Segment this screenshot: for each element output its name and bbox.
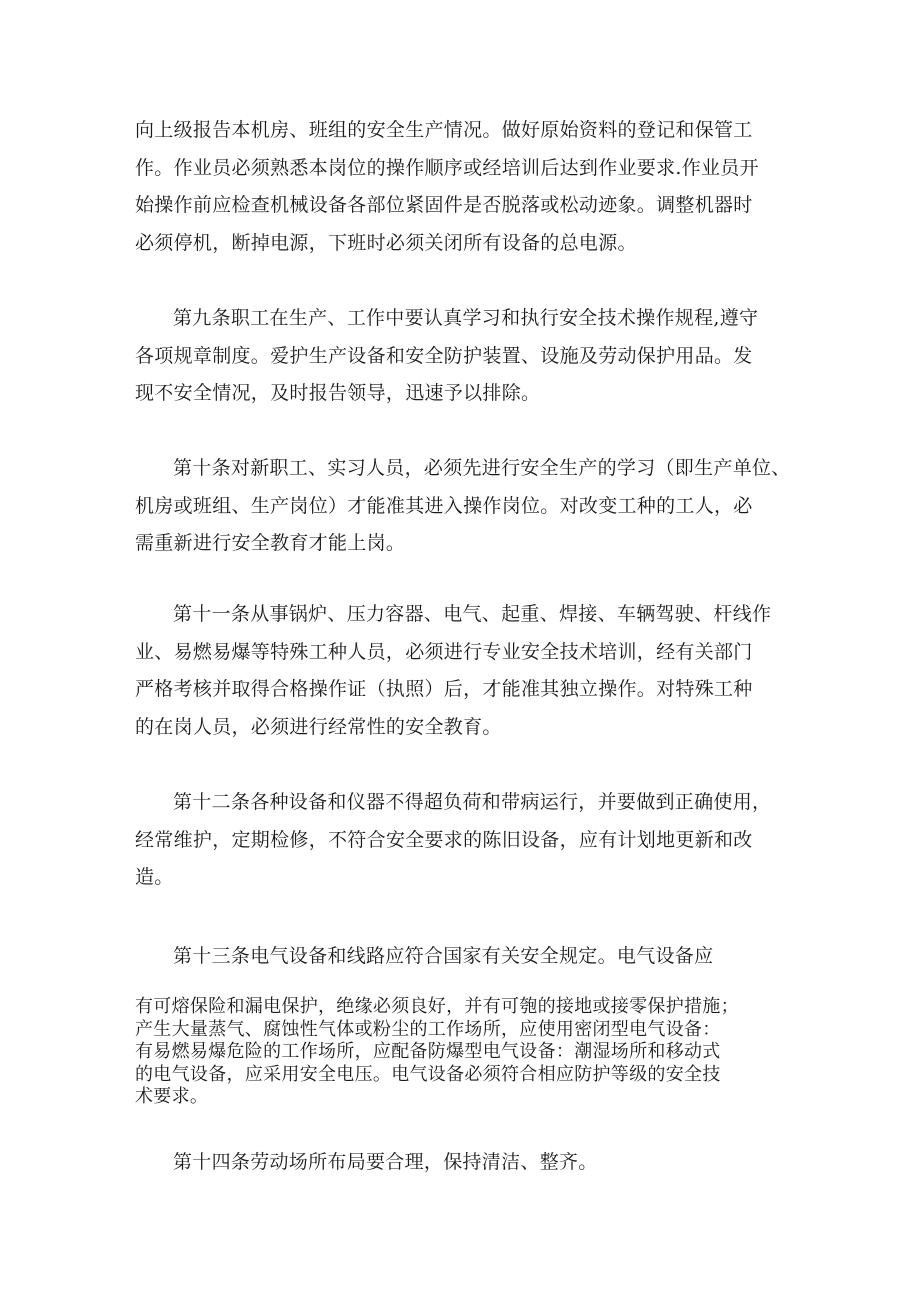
paragraph-article-11 — [135, 596, 795, 746]
text-line: 第十条对新职工、实习人员，必须先进行安全生产的学习（即生产单位、 — [173, 457, 791, 479]
paragraph-article-13 — [135, 938, 795, 976]
paragraph-article-12 — [135, 784, 795, 897]
text-line: 始操作前应检查机械设备各部位紧固件是否脱落或松动迹象。调整机器时 — [135, 194, 753, 216]
paragraph-article-9 — [135, 300, 795, 413]
text-line: 第十一条从事锅炉、压力容器、电气、起重、焊接、车辆驾驶、杆线作 — [173, 603, 772, 625]
text-line: 现不安全情况，及时报告领导，迅速予以排除。 — [135, 382, 541, 404]
text-line: 作。作业员必须熟悉本岗位的操作顺序或经培训后达到作业要求.作业员开 — [135, 156, 759, 179]
text-line: 有可熔保险和漏电保护，绝缘必须良好，并有可匏的接地或接零保护措施； — [135, 996, 739, 1017]
text-line: 造。 — [135, 866, 174, 888]
text-line: 的电气设备，应采用安全电压。电气设备必须符合相应防护等级的安全技 — [135, 1063, 721, 1085]
text-line: 第十三条电气设备和线路应符合国家有关安全规定。电气设备应 — [173, 945, 714, 967]
paragraph-article-10 — [135, 450, 795, 563]
text-line: 第十二条各种设备和仪器不得超负荷和带病运行，并要做到正确使用， — [173, 791, 772, 813]
text-line: 经常维护，定期检修，不符合安全要求的陈旧设备，应有计划地更新和改 — [135, 828, 753, 851]
text-line: 第十四条劳动场所布局要合理，保持清洁、整齐。 — [173, 1151, 598, 1173]
text-line: 必须停机，断掉电源，下班时必须关闭所有设备的总电源。 — [135, 231, 637, 254]
text-line: 需重新进行安全教育才能上岗。 — [135, 532, 406, 554]
text-line: 的在岗人员，必须进行经常性的安全教育。 — [135, 715, 502, 738]
text-line: 严格考核并取得合格操作证（执照）后，才能准其独立操作。对特殊工种 — [135, 678, 753, 700]
paragraph-reporting-duties — [135, 112, 795, 262]
paragraph-article-14 — [135, 1144, 795, 1182]
text-line: 业、易燃易爆等特殊工种人员，必须进行专业安全技术培训，经有关部门 — [135, 640, 753, 663]
text-line: 向上级报告本机房、班组的安全生产情况。做好原始资料的登记和保管工 — [135, 119, 753, 141]
text-line: 各项规章制度。爱护生产设备和安全防护装置、设施及劳动保护用品。发 — [135, 344, 753, 367]
paragraph-electrical-requirements — [135, 996, 795, 1109]
text-line: 产生大量蒸气、腐蚀性气体或粉尘的工作场所，应使用密闭型电气设备： — [135, 1018, 721, 1040]
text-line: 有易燃易爆危险的工作场所，应配备防爆型电气设备：潮湿场所和移动式 — [135, 1041, 721, 1062]
text-line: 术要求。 — [135, 1086, 209, 1107]
text-line: 机房或班组、生产岗位）才能准其进入操作岗位。对改变工种的工人，必 — [135, 494, 753, 517]
text-line: 第九条职工在生产、工作中要认真学习和执行安全技术操作规程,遵守 — [173, 307, 759, 329]
